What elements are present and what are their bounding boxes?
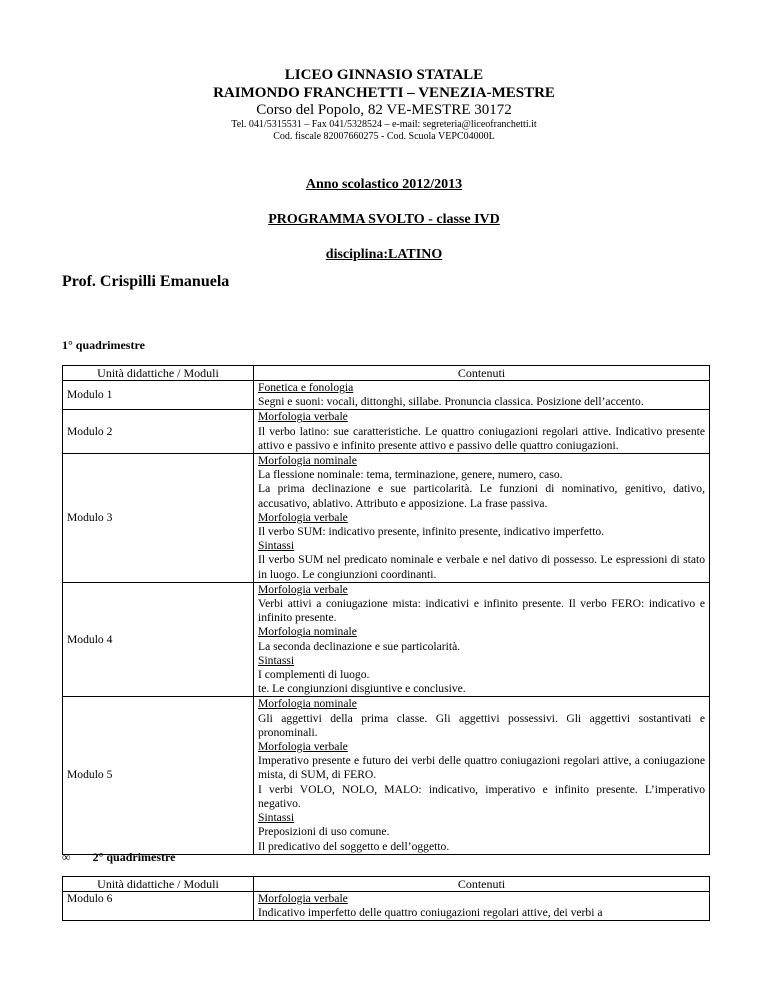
module-contents: [254, 410, 710, 454]
bullet-icon: ∞: [62, 850, 71, 864]
content-text: Il verbo SUM nel predicato nominale e verbale e nel dativo di possesso. Le espressioni di stato in luogo. Le congiunzioni coordinanti.: [258, 553, 705, 581]
content-text: La seconda declinazione e sue particolarità.: [258, 639, 461, 653]
module-contents: [254, 381, 710, 410]
subject: disciplina:LATINO: [325, 247, 443, 262]
module-name: Modulo 2: [63, 410, 254, 454]
module-contents: [254, 892, 710, 921]
section-heading: Fonetica e fonologia: [258, 381, 354, 394]
section-heading: Morfologia verbale: [258, 582, 348, 596]
professor: Prof. Crispilli Emanuela: [62, 273, 230, 290]
table-row: [63, 454, 710, 583]
module-name: Modulo 6: [63, 892, 254, 921]
school-codes: Cod. fiscale 82007660275 - Cod. Scuola VEPC04000L: [273, 131, 495, 142]
content-text: La flessione nominale: tema, terminazione, genere, numero, caso.: [258, 468, 563, 482]
content-text: Il verbo SUM: indicativo presente, infinito presente, indicativo imperfetto.: [258, 525, 605, 539]
content-text: Segni e suoni: vocali, dittonghi, sillabe. Pronuncia classica. Posizione dell’accento.: [258, 395, 644, 409]
table-row: [63, 410, 710, 454]
program-title: PROGRAMMA SVOLTO - classe IVD: [268, 212, 500, 227]
module-contents: [254, 454, 710, 583]
content-text: I verbi VOLO, NOLO, MALO: indicativo, imperativo e infinito presente. L’imperativo negativo.: [258, 782, 705, 810]
table-row: [63, 381, 710, 410]
module-name: Modulo 1: [63, 381, 254, 410]
content-text: I complementi di luogo.: [258, 668, 370, 682]
content-text: Il verbo latino: sue caratteristiche. Le quattro coniugazioni regolari attive. Indicativo presente attivo e passivo e infinito presente attivo e passivo delle quattro coniugazioni.: [258, 424, 705, 452]
content-text: Imperativo presente e futuro dei verbi delle quattro coniugazioni regolari attive, a coniugazione mista, di SUM, di FERO.: [258, 754, 705, 782]
section-heading: Morfologia verbale: [258, 892, 348, 905]
section-heading: Morfologia nominale: [258, 454, 357, 468]
module-contents: [254, 582, 710, 697]
section-heading: Sintassi: [258, 539, 295, 553]
q2-title: [62, 850, 175, 865]
content-text: Indicativo imperfetto delle quattro coniugazioni regolari attive, dei verbi a: [258, 906, 603, 920]
q1-table: [62, 365, 710, 855]
content-text: Il predicativo del soggetto e dell’oggetto.: [258, 839, 450, 853]
col-header-contents: Contenuti: [254, 877, 710, 892]
table-row: [63, 697, 710, 854]
q2-title-text: 2° quadrimestre: [92, 850, 176, 864]
module-name: Modulo 5: [63, 697, 254, 854]
school-address: Corso del Popolo, 82 VE-MESTRE 30172: [256, 102, 512, 118]
school-contacts: Tel. 041/5315531 – Fax 041/5328524 – e-mail: segreteria@liceofranchetti.it: [231, 119, 537, 130]
school-year: Anno scolastico 2012/2013: [305, 177, 463, 192]
content-text: Preposizioni di uso comune.: [258, 825, 390, 839]
content-text: te. Le congiunzioni disgiuntive e conclusive.: [258, 682, 466, 696]
content-text: La prima declinazione e sue particolarità. Le funzioni di nominativo, genitivo, dativo, accusativo, ablativo. Attributo e apposizione. La frase passiva.: [258, 482, 705, 510]
section-heading: Sintassi: [258, 811, 295, 825]
col-header-modules: Unità didattiche / Moduli: [63, 877, 254, 892]
module-name: Modulo 4: [63, 582, 254, 697]
q1-title: 1° quadrimestre: [62, 338, 145, 352]
section-heading: Morfologia verbale: [258, 410, 348, 424]
content-text: Verbi attivi a coniugazione mista: indicativi e infinito presente. Il verbo FERO: indicativo e infinito presente.: [258, 597, 705, 625]
module-contents: [254, 697, 710, 854]
school-name: LICEO GINNASIO STATALE: [284, 67, 484, 83]
col-header-modules: Unità didattiche / Moduli: [63, 366, 254, 381]
content-text: Gli aggettivi della prima classe. Gli aggettivi possessivi. Gli aggettivi sostantivati e pronominali.: [258, 711, 705, 739]
section-heading: Morfologia verbale: [258, 740, 348, 754]
section-heading: Morfologia nominale: [258, 625, 357, 639]
q2-table: [62, 876, 710, 921]
table-row: [63, 582, 710, 697]
module-name: Modulo 3: [63, 454, 254, 583]
table-row: [63, 892, 710, 921]
section-heading: Morfologia verbale: [258, 510, 348, 524]
col-header-contents: Contenuti: [254, 366, 710, 381]
section-heading: Sintassi: [258, 653, 295, 667]
section-heading: Morfologia nominale: [258, 697, 357, 711]
school-full-name: RAIMONDO FRANCHETTI – VENEZIA-MESTRE: [213, 85, 555, 101]
